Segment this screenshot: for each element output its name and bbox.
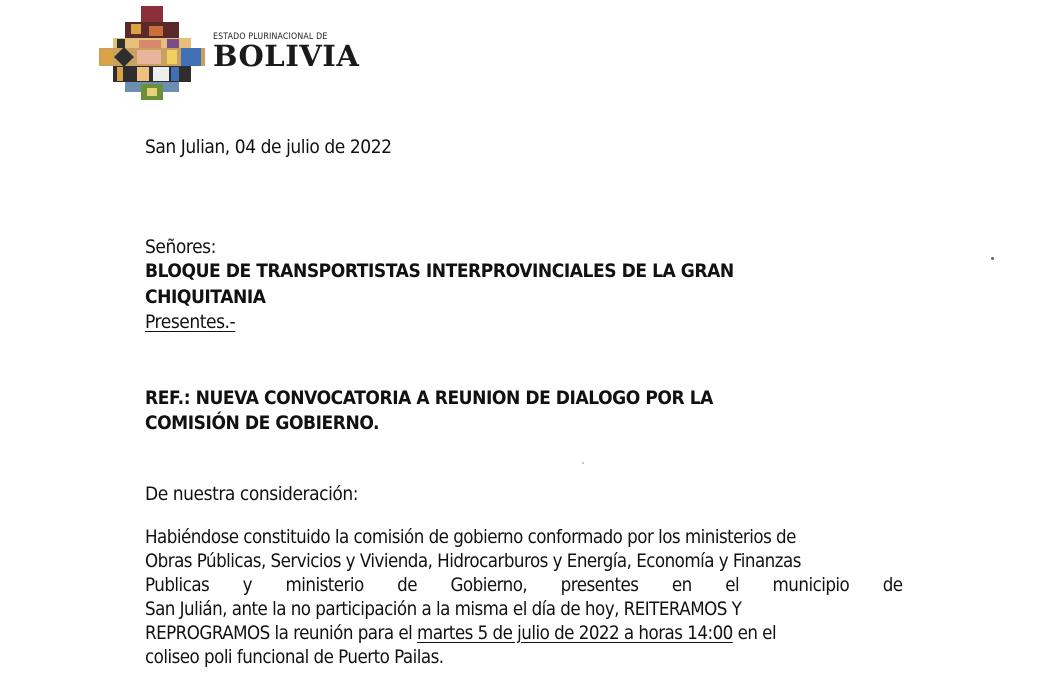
word: Gobierno, xyxy=(450,574,528,596)
word: de xyxy=(397,574,418,596)
body-paragraph xyxy=(145,525,903,669)
word: de xyxy=(882,574,903,596)
scan-speck xyxy=(991,257,994,260)
letterhead xyxy=(97,4,359,100)
body-line-4: San Julián, ante la no participación a la misma el día de hoy, REITERAMOS Y xyxy=(145,598,742,620)
body-line-5-post: en el xyxy=(732,622,777,644)
presentes-label: Presentes.- xyxy=(145,311,236,333)
salutation-label: Señores: xyxy=(145,236,216,258)
greeting-line: De nuestra consideración: xyxy=(145,483,359,505)
word: Publicas xyxy=(145,574,210,596)
word: en xyxy=(671,574,692,596)
body-line-5 xyxy=(145,621,812,645)
meeting-datetime: martes 5 de julio de 2022 a horas 14:00 xyxy=(417,622,733,644)
body-line-1: Habiéndose constituido la comisión de gobierno conformado por los ministerios de xyxy=(145,526,796,548)
recipient-name-line2: CHIQUITANIA xyxy=(145,286,266,308)
brand-wordmark xyxy=(213,33,359,72)
brand-title: BOLIVIA xyxy=(213,39,360,74)
body-line-3 xyxy=(145,573,903,597)
word: el xyxy=(725,574,740,596)
date-line: San Julian, 04 de julio de 2022 xyxy=(145,136,392,158)
word: y xyxy=(242,574,253,596)
body-line-5-pre: REPROGRAMOS la reunión para el xyxy=(145,622,418,644)
body-line-2: Obras Públicas, Servicios y Vivienda, Hidrocarburos y Energía, Economía y Finanzas xyxy=(145,550,801,572)
word: ministerio xyxy=(285,574,364,596)
bolivia-chakana-emblem-icon xyxy=(97,4,207,100)
reference-line1: REF.: NUEVA CONVOCATORIA A REUNION DE DIALOGO POR LA xyxy=(145,387,713,409)
word: presentes xyxy=(560,574,639,596)
scan-speck xyxy=(582,462,584,464)
reference-line2: COMISIÓN DE GOBIERNO. xyxy=(145,412,380,434)
brand-subtitle: ESTADO PLURINACIONAL DE xyxy=(213,31,328,42)
word: municipio xyxy=(772,574,850,596)
body-line-6: coliseo poli funcional de Puerto Pailas. xyxy=(145,646,444,668)
recipient-name-line1: BLOQUE DE TRANSPORTISTAS INTERPROVINCIALES DE LA GRAN xyxy=(145,260,734,282)
